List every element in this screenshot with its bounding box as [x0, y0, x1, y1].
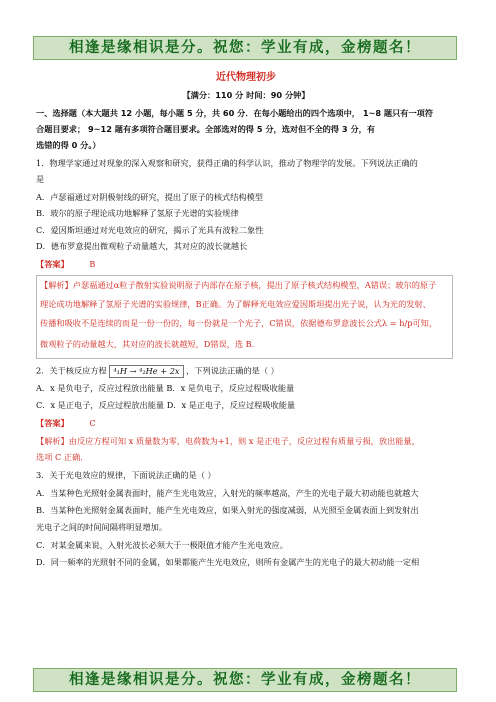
q1-analysis-box: [36, 275, 453, 359]
q3-stem: 3．关于光电效应的规律，下面说法正确的是（ ）: [36, 470, 216, 480]
q1-analysis-1: 【解析】卢瑟福通过α粒子散射实验说明原子内部存在原子核，提出了原子核式结构模型，A错误；玻尔的原子: [40, 280, 437, 290]
q2-answer-tag: 【答案】: [36, 418, 69, 428]
q1-answer: [36, 259, 456, 270]
q3-option-c: C．对某金属来说，入射光波长必须大于一极限值才能产生光电效应。: [36, 540, 288, 550]
top-banner: 相逢是缘相识是分。祝您：学业有成，金榜题名！: [33, 36, 457, 60]
q1-option-b: B．玻尔的原子理论成功地解释了氢原子光谱的实验规律: [36, 208, 239, 218]
q1-answer-value: B: [89, 259, 96, 269]
q3-option-b-2: 光电子之间的时间间隔将明显增加。: [36, 522, 168, 532]
q2-stem: [36, 365, 456, 378]
q1-stem-1: 1．物理学家通过对现象的深入观察和研究，获得正确的科学认识，推动了物理学的发展。下列说法正确的: [36, 158, 418, 168]
q1-stem-2: 是: [36, 174, 45, 184]
q2-analysis-1: 【解析】由反应方程可知 x 质量数为零，电荷数为+1，则 x 是正电子，反应过程有质量亏损，放出能量，: [36, 436, 420, 446]
q2-formula: ⁴₁H → ⁴₂He + 2x: [109, 365, 183, 378]
q1-analysis-4: 微观粒子的动量越大，其对应的波长就越短，D错误，选 B.: [40, 339, 255, 349]
q2-stem-suffix: ，下列说法正确的是（ ）: [186, 365, 279, 376]
q2-analysis-2: 选项 C 正确.: [36, 452, 83, 462]
q3-option-d: D．同一频率的光照射不同的金属，如果都能产生光电效应，则所有金属产生的光电子的最大初动能一定相: [36, 557, 420, 567]
q1-option-d: D．德布罗意提出微观粒子动量越大，其对应的波长就越长: [36, 241, 248, 251]
q2-answer: [36, 418, 456, 429]
section-instructions-1: 一、选择题（本大题共 12 小题，每小题 5 分，共 60 分．在每小题给出的四个选项中， 1~8 题只有一项符: [36, 108, 434, 118]
q1-option-a: A．卢瑟福通过对阴极射线的研究，提出了原子的核式结构模型: [36, 192, 263, 202]
section-instructions-2: 合题目要求； 9~12 题有多项符合题目要求。全部选对的得 5 分，选对但不全的得 3 分，有: [36, 124, 376, 134]
q2-options-ab: A．x 是负电子，反应过程放出能量 B．x 是负电子，反应过程吸收能量: [36, 383, 295, 393]
q2-answer-value: C: [89, 418, 96, 428]
section-instructions-3: 选错的得 0 分。）: [36, 140, 101, 150]
q3-option-a: A．当某种色光照射金属表面时，能产生光电效应，入射光的频率越高，产生的光电子最大初动能也就越大: [36, 488, 419, 498]
bottom-banner: 相逢是缘相识是分。祝您：学业有成，金榜题名！: [33, 668, 457, 692]
q1-option-c: C．爱因斯坦通过对光电效应的研究，揭示了光具有波粒二象性: [36, 225, 264, 235]
q2-stem-prefix: 2．关于核反应方程: [36, 365, 107, 376]
page-title: 近代物理初步: [216, 72, 276, 83]
q2-options-cd: C．x 是正电子，反应过程放出能量 D．x 是正电子，反应过程吸收能量: [36, 400, 296, 410]
q1-answer-tag: 【答案】: [36, 259, 69, 269]
q1-analysis-2: 理论成功地解释了氢原子光谱的实验规律，B正确。为了解释光电效应爱因斯坦提出光子说，认为光的发射、: [40, 299, 431, 309]
subtitle: 【满分：110 分 时间：90 分钟】: [182, 90, 310, 100]
q1-analysis-3: 传播和吸收不是连续的而是一份一份的，每一份就是一个光子，C错误，依据德布罗意波长公式λ = h/p可知，: [40, 318, 438, 328]
q3-option-b-1: B．当某种色光照射金属表面时，能产生光电效应，如果入射光的强度减弱，从光照至金属表面上到发射出: [36, 505, 419, 515]
